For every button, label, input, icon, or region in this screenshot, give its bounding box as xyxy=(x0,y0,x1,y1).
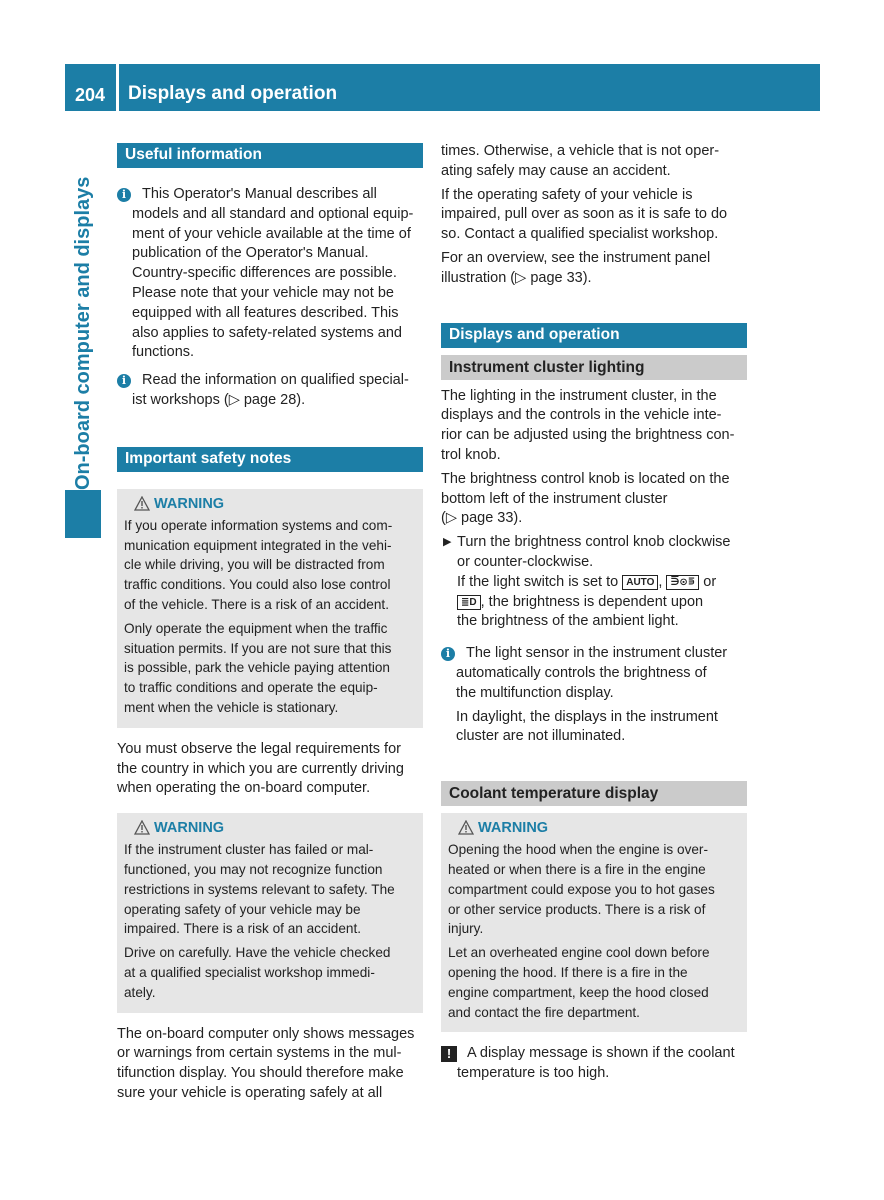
dipped-beam-symbol: ≣D xyxy=(457,595,481,610)
body-paragraph: The brightness control knob is located on the bottom left of the instrument cluster (▷ page 33). xyxy=(441,470,730,527)
body-paragraph: You must observe the legal requirements for the country in which you are currently driving when operating the on-board computer. xyxy=(117,740,404,797)
warning-text: If the instrument cluster has failed or mal- functioned, you may not recognize function restrictions in systems relevant to safety. The operating safety of your vehicle may be impaired. There is a risk of an accident. xyxy=(124,842,395,937)
warning-box-instrument-cluster xyxy=(117,813,423,1012)
page-header xyxy=(65,64,820,111)
warning-text: Opening the hood when the engine is over- heated or when there is a fire in the engine compartment could expose you to hot gases or other service products. There is a risk of injury. xyxy=(448,842,715,937)
subsection-heading-coolant: Coolant temperature display xyxy=(441,781,747,806)
exclamation-icon: ! xyxy=(441,1046,457,1062)
warning-label: WARNING xyxy=(154,820,225,837)
side-tab-label: On-board computer and displays xyxy=(72,176,94,490)
warning-box-distraction xyxy=(117,489,423,728)
line: In daylight, the displays in the instrument xyxy=(456,708,718,725)
line: Country-specific differences are possible. xyxy=(132,265,397,282)
line: automatically controls the brightness of xyxy=(456,664,707,681)
note-coolant-display: ! A display message is shown if the coolant temperature is too high. xyxy=(441,1044,747,1084)
info-note-light-sensor xyxy=(441,644,747,747)
page-title: Displays and operation xyxy=(128,83,338,104)
parking-lamps-symbol: ⋽⊙⋾ xyxy=(666,575,699,590)
section-heading-useful-information: Useful information xyxy=(117,143,423,168)
warning-triangle-icon xyxy=(134,816,154,840)
side-tab-marker xyxy=(65,490,101,538)
warning-text: Only operate the equipment when the traffic situation permits. If you are not sure that this is possible, park the vehicle paying attention to traffic conditions and operate the equip- ment when the vehicle is stationary. xyxy=(124,620,392,715)
warning-text: If you operate information systems and com- munication equipment integrated in the vehi- cle while driving, you will be distracted from traffic conditions. You could also lose control of the vehicle. There is a risk of an accident. xyxy=(124,517,393,612)
warning-triangle-icon xyxy=(134,492,154,516)
body-paragraph: For an overview, see the instrument panel illustration (▷ page 33). xyxy=(441,249,711,286)
subsection-heading-lighting: Instrument cluster lighting xyxy=(441,355,747,380)
line: Read the information on qualified special- xyxy=(142,372,409,389)
line: models and all standard and optional equip- xyxy=(132,205,414,222)
line: also applies to safety-related systems and xyxy=(132,324,402,341)
left-column xyxy=(117,143,423,1108)
warning-label: WARNING xyxy=(478,820,549,837)
auto-switch-symbol: AUTO xyxy=(622,575,658,590)
warning-label: WARNING xyxy=(154,495,225,512)
section-heading-safety-notes: Important safety notes xyxy=(117,447,423,472)
header-divider xyxy=(116,64,119,111)
warning-triangle-icon xyxy=(458,816,478,840)
warning-text: Let an overheated engine cool down before opening the hood. If there is a fire in the engine compartment, keep the hood closed and contact the fire department. xyxy=(448,945,710,1020)
warning-box-coolant xyxy=(441,813,747,1032)
line: ist workshops (▷ page 28). xyxy=(132,391,306,408)
body-paragraph: If the operating safety of your vehicle is impaired, pull over as soon as it is safe to do so. Contact a qualified specialist workshop. xyxy=(441,186,728,243)
info-icon: i xyxy=(117,374,131,388)
line: ment of your vehicle available at the time of xyxy=(132,225,411,242)
line: The light sensor in the instrument cluster xyxy=(466,645,728,662)
line: This Operator's Manual describes all xyxy=(142,186,377,202)
warning-text: Drive on carefully. Have the vehicle checked at a qualified specialist workshop immedi- ately. xyxy=(124,945,391,1000)
body-paragraph: The lighting in the instrument cluster, in the displays and the controls in the vehicle inte- rior can be adjusted using the brightness con- trol knob. xyxy=(441,387,735,463)
info-icon: i xyxy=(441,647,455,661)
info-note-manual xyxy=(117,185,423,363)
section-heading-displays: Displays and operation xyxy=(441,323,747,348)
line: cluster are not illuminated. xyxy=(456,728,626,745)
line: the multifunction display. xyxy=(456,684,614,701)
line: functions. xyxy=(132,344,195,361)
line: publication of the Operator's Manual. xyxy=(132,245,369,262)
body-paragraph: times. Otherwise, a vehicle that is not oper- ating safely may cause an accident. xyxy=(441,143,720,179)
right-column xyxy=(441,142,747,1088)
info-note-workshops xyxy=(117,371,423,411)
line: Please note that your vehicle may not be xyxy=(132,284,394,301)
line: equipped with all features described. This xyxy=(132,304,399,321)
info-icon: i xyxy=(117,188,131,202)
warning-heading xyxy=(124,492,416,516)
instruction-step: ▶ Turn the brightness control knob clockwise or counter-clockwise. If the light switch is set to AUTO , ⋽⊙⋾ or ≣D , the brightness is dependent upon the brightness of the ambient light. xyxy=(443,534,731,630)
page-number: 204 xyxy=(75,85,106,105)
warning-heading xyxy=(448,816,740,840)
body-paragraph: The on-board computer only shows messages or warnings from certain systems in the mul- tifunction display. You should therefore make sure your vehicle is operating safely at all xyxy=(117,1025,415,1101)
step-arrow-icon: ▶ xyxy=(443,536,452,549)
warning-heading xyxy=(124,816,416,840)
